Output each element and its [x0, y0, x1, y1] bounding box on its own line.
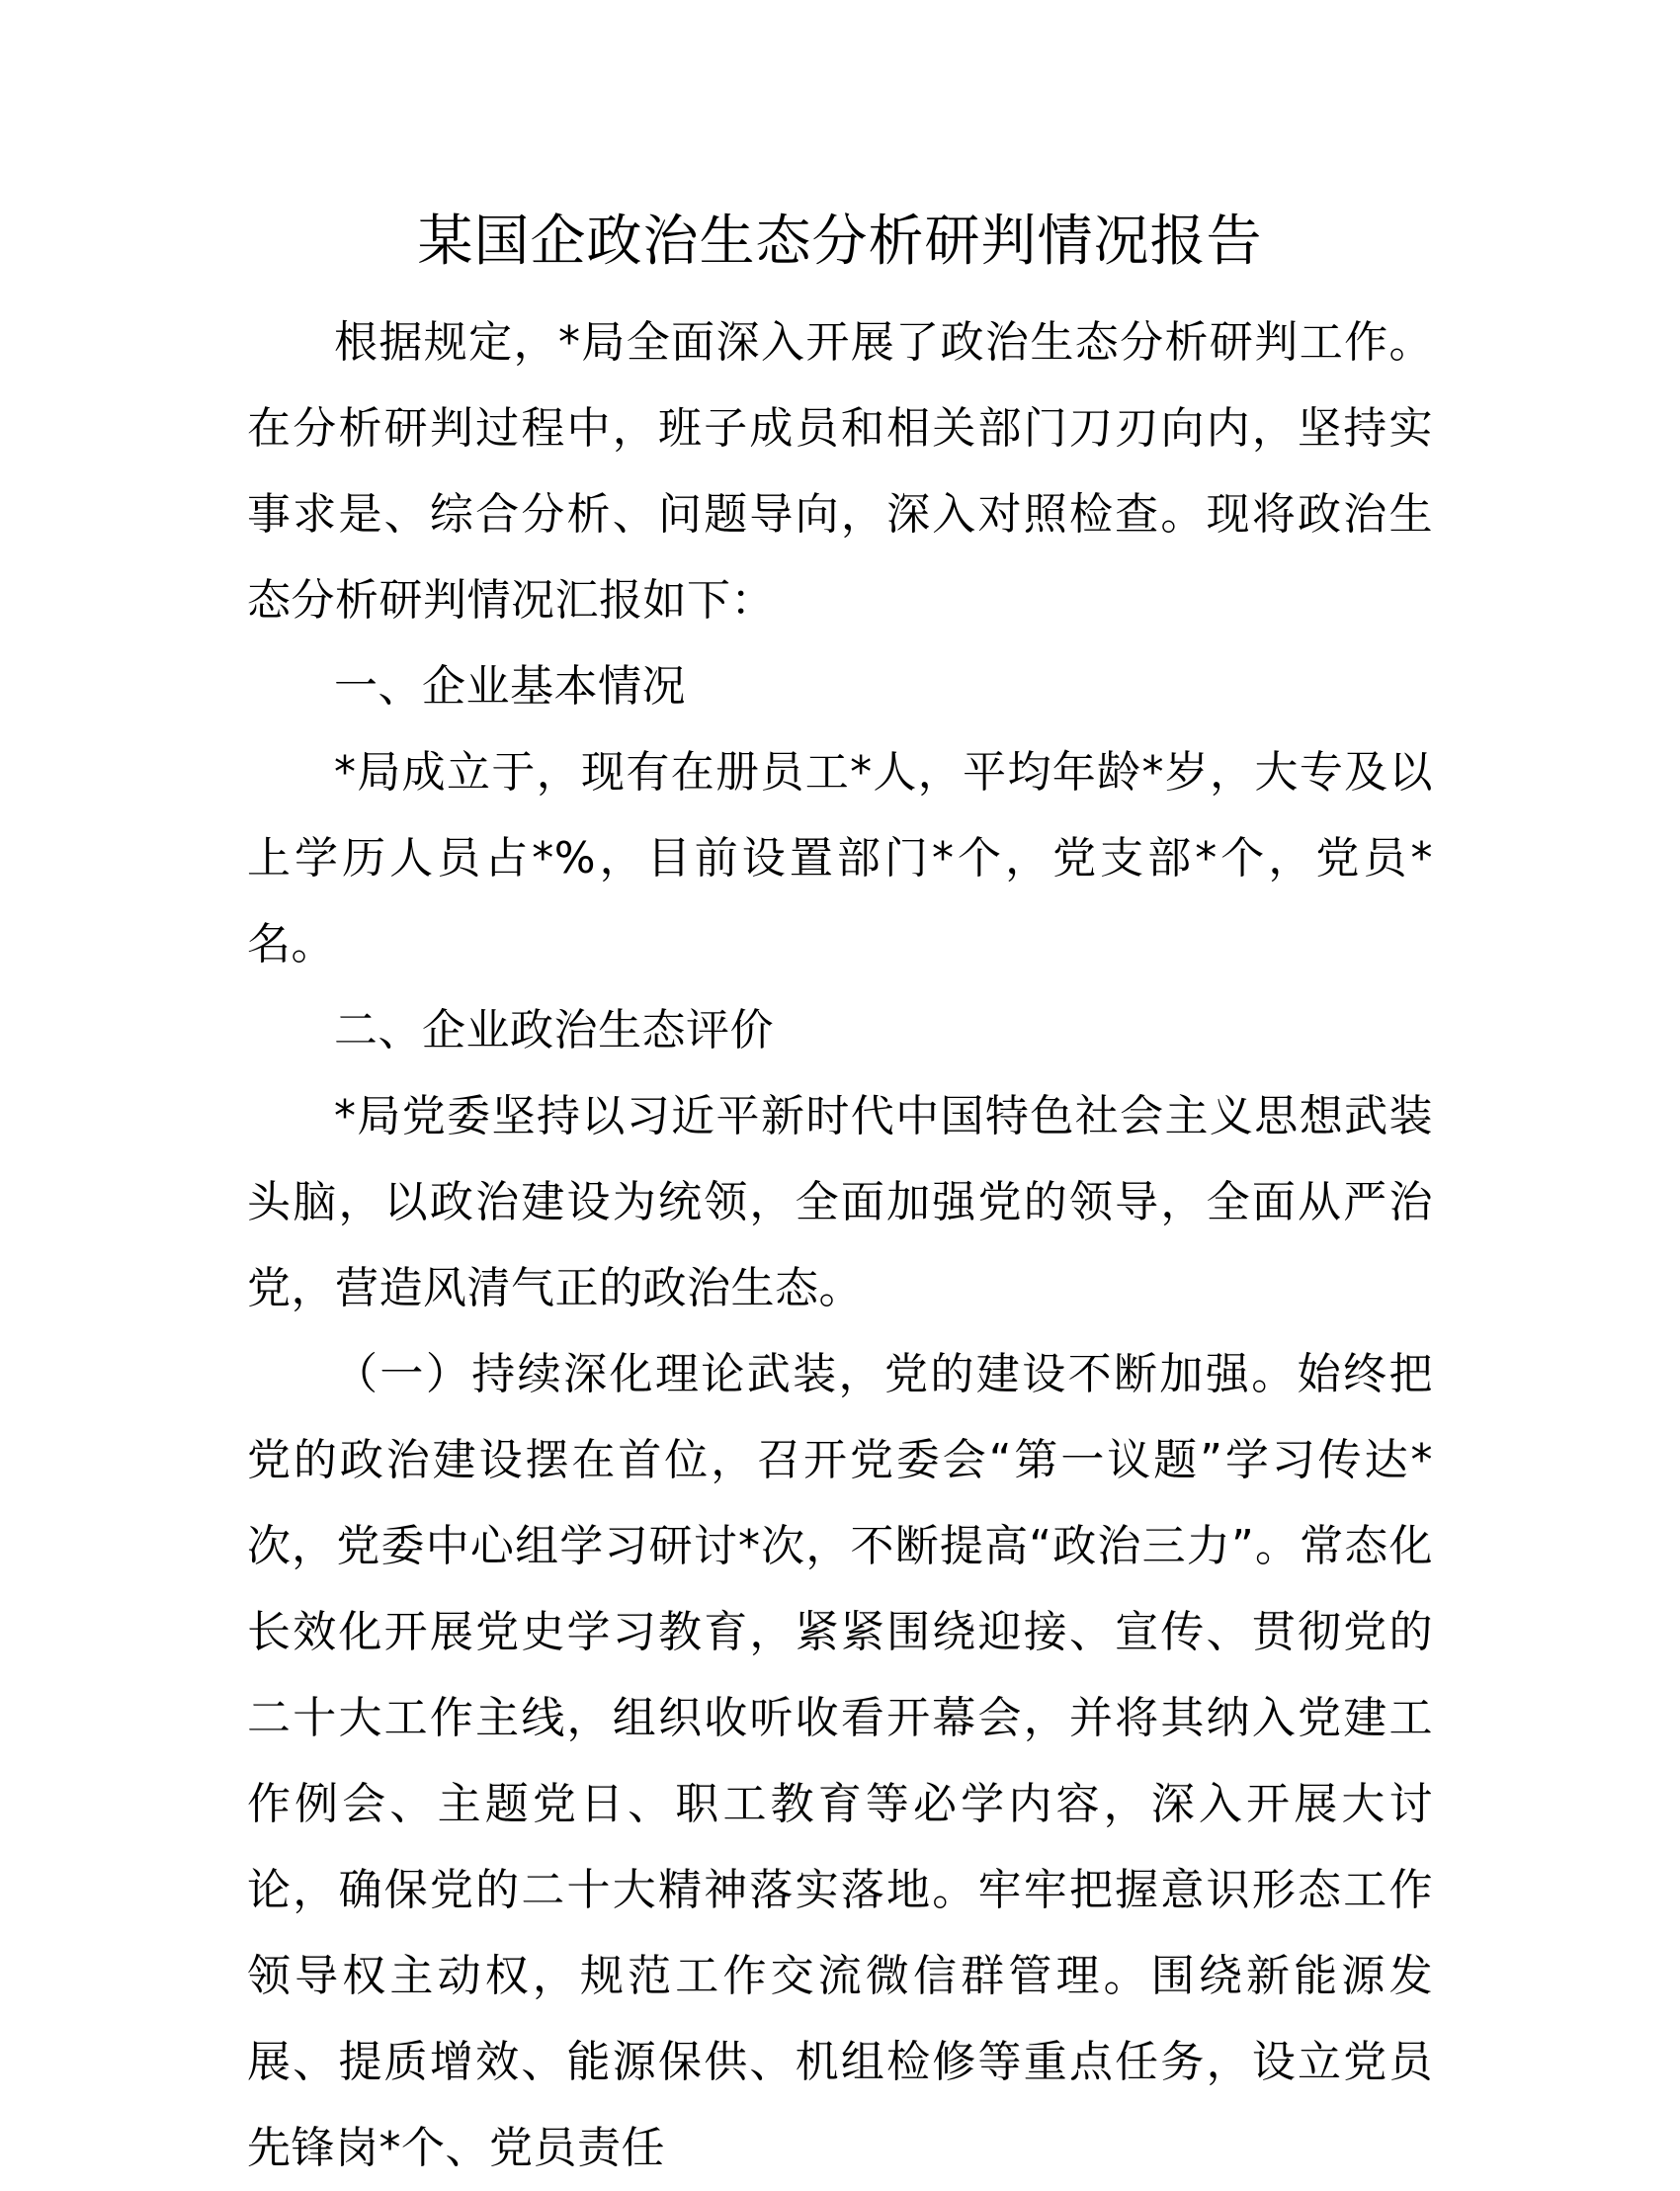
section-heading-basic-info: 一、企业基本情况 — [334, 661, 686, 712]
document-title: 某国企政治生态分析研判情况报告 — [417, 210, 1263, 274]
theory-armament-paragraph: （一）持续深化理论武装，党的建设不断加强。始终把党的政治建设摆在首位，召开党委会“第一议题”学习传达*次，党委中心组学习研讨*次，不断提高“政治三力”。常态化长效化开展党史学习教育，紧紧围绕迎接、宣传、贯彻党的二十大工作主线，组织收听收看开幕会，并将其纳入党建工作例会、主题党日、职工教育等必学内容，深入开展大讨论，确保党的二十大精神落实落地。牢牢把握意识形态工作领导权主动权，规范工作交流微信群管理。围绕新能源发展、提质增效、能源保供、机组检修等重点任务，设立党员先锋岗*个、党员责任 — [247, 1349, 1433, 2173]
section-heading-political-ecology: 二、企业政治生态评价 — [334, 1005, 774, 1055]
basic-info-paragraph: *局成立于，现有在册员工*人，平均年龄*岁，大专及以上学历人员占*%，目前设置部门*个，党支部*个，党员*名。 — [247, 747, 1433, 969]
document-page — [247, 203, 1433, 2191]
political-ecology-paragraph: *局党委坚持以习近平新时代中国特色社会主义思想武装头脑，以政治建设为统领，全面加强党的领导，全面从严治党，营造风清气正的政治生态。 — [247, 1091, 1433, 1313]
intro-paragraph: 根据规定，*局全面深入开展了政治生态分析研判工作。在分析研判过程中，班子成员和相关部门刀刃向内，坚持实事求是、综合分析、问题导向，深入对照检查。现将政治生态分析研判情况汇报如下： — [247, 317, 1433, 626]
